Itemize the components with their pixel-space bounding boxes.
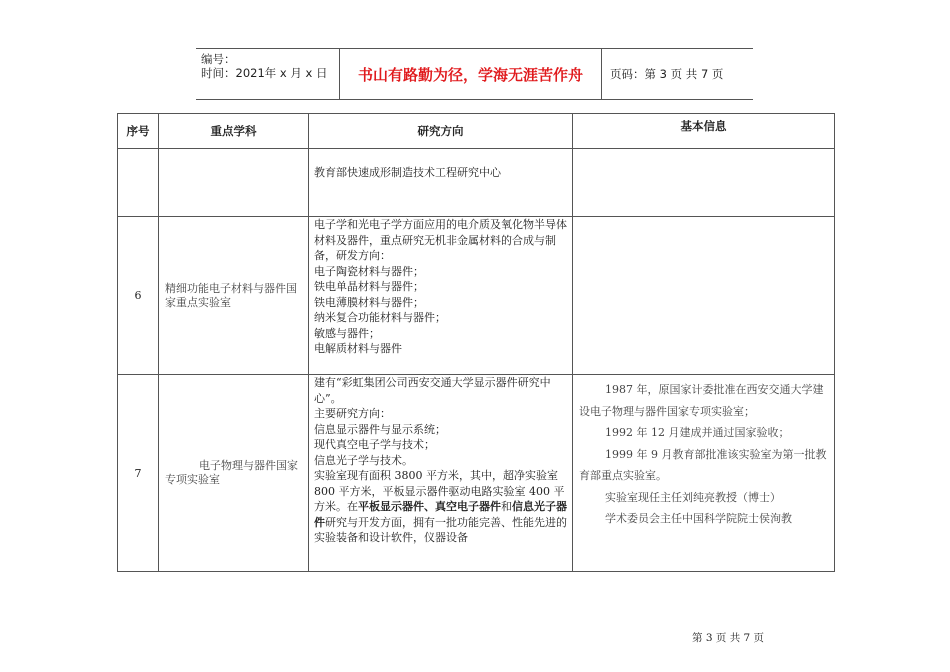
row-number: 7 xyxy=(118,375,159,572)
discipline-cell: 精细功能电子材料与器件国家重点实验室 xyxy=(159,217,309,375)
discipline-cell: 电子物理与器件国家专项实验室 xyxy=(159,375,309,572)
table-header-row xyxy=(118,114,835,149)
col-header-info: 基本信息 xyxy=(573,114,835,149)
table-row xyxy=(118,217,835,375)
table-row xyxy=(118,375,835,572)
info-cell: 1987 年，原国家计委批准在西安交通大学建设电子物理与器件国家专项实验室； 1992 年 12 月建成并通过国家验收； 1999 年 9 月教育部批准该实验室为第一批教育部重点实验室。 实验室现任主任刘纯亮教授（博士） 学术委员会主任中国科学院院士侯洵教 xyxy=(573,375,835,572)
page-footer: 第 3 页 共 7 页 xyxy=(692,632,765,644)
col-header-direction: 研究方向 xyxy=(309,114,573,149)
col-header-no: 序号 xyxy=(118,114,159,149)
direction-cell: 电子学和光电子学方面应用的电介质及氧化物半导体材料及器件，重点研究无机非金属材料的合成与制备，研发方向： 电子陶瓷材料与器件； 铁电单晶材料与器件； 铁电薄膜材料与器件； 纳米复合功能材料与器件； 敏感与器件； 电解质材料与器件 xyxy=(309,217,573,375)
header-meta xyxy=(196,49,339,99)
table-row xyxy=(118,149,835,217)
row-number: 6 xyxy=(118,217,159,375)
discipline-table xyxy=(117,113,835,572)
motto: 书山有路勤为径，学海无涯苦作舟 xyxy=(339,49,602,99)
serial-label: 编号： xyxy=(201,52,236,66)
col-header-discipline: 重点学科 xyxy=(159,114,309,149)
date-label: 时间：2021年 x 月 x 日 xyxy=(201,66,328,80)
document-header xyxy=(196,48,753,100)
direction-cell: 教育部快速成形制造技术工程研究中心 xyxy=(309,149,573,217)
page-indicator: 页码：第 3 页 共 7 页 xyxy=(610,67,724,81)
direction-cell: 建有“彩虹集团公司西安交通大学显示器件研究中心”。 主要研究方向： 信息显示器件与显示系统； 现代真空电子学与技术； 信息光子学与技术。 实验室现有面积 3800 平方米，其中，超净实验室 800 平方米，平板显示器件驱动电路实验室 400 平方米。在平板显示器件、真空电子器件和信息光子器件研究与开发方面，拥有一批功能完善、性能先进的实验装备和设计软件，仪器设备 xyxy=(309,375,573,572)
